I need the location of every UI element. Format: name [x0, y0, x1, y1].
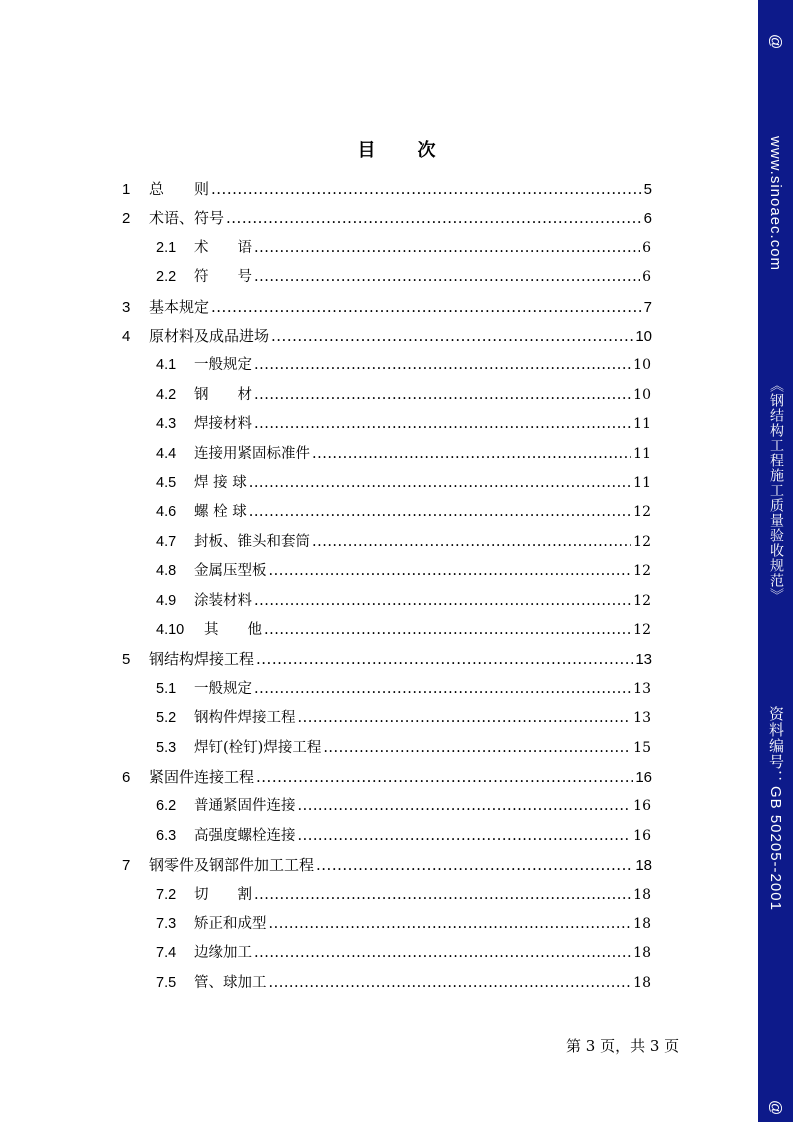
toc-dot-leader — [254, 587, 631, 616]
toc-entry-page: 11 — [633, 416, 651, 433]
toc-entry-number: 5.1 — [156, 680, 177, 697]
toc-entry-label: 高强度螺栓连接 — [194, 827, 296, 844]
toc-dot-leader — [254, 939, 631, 968]
toc-entry-number: 4.9 — [156, 592, 177, 609]
toc-entry-label: 其 他 — [204, 622, 262, 638]
toc-dot-leader — [256, 645, 633, 674]
toc-entry-page: 12 — [633, 592, 651, 609]
toc-entry-label: 基本规定 — [149, 297, 210, 316]
page-title — [0, 136, 793, 162]
toc-entry-label: 金属压型板 — [194, 563, 267, 580]
toc-entry-number: 6.3 — [156, 827, 177, 844]
toc-entry-number: 5.2 — [156, 710, 177, 727]
toc-entry[interactable] — [156, 557, 651, 586]
toc-entry[interactable] — [156, 969, 651, 998]
toc-entry-number: 4 — [122, 328, 131, 345]
toc-entry[interactable] — [156, 263, 651, 292]
toc-dot-leader — [254, 410, 631, 439]
toc-dot-leader — [312, 440, 631, 469]
toc-entry-page: 16 — [633, 827, 651, 844]
toc-entry-label: 一般规定 — [194, 357, 252, 374]
toc-entry-page: 11 — [633, 475, 651, 491]
toc-entry-label: 钢 材 — [194, 386, 252, 403]
toc-entry-page: 13 — [633, 710, 651, 727]
toc-entry[interactable] — [156, 498, 651, 527]
toc-entry-number: 3 — [122, 298, 131, 316]
toc-dot-leader — [269, 969, 632, 998]
title-part-2: 次 — [417, 140, 436, 161]
toc-entry-label: 焊接材料 — [194, 416, 252, 433]
toc-entry[interactable] — [122, 763, 652, 792]
toc-entry-page: 12 — [633, 533, 651, 550]
toc-entry-number: 4.6 — [156, 504, 177, 521]
toc-dot-leader — [254, 675, 631, 704]
toc-entry-number: 2.1 — [156, 239, 177, 256]
toc-entry-page: 15 — [633, 739, 651, 756]
toc-entry-page: 10 — [633, 357, 651, 374]
toc-entry[interactable] — [122, 204, 652, 233]
toc-entry-number: 2 — [122, 210, 131, 228]
document-code: 资料编号：GB 50205--2001 — [767, 706, 784, 911]
toc-entry[interactable] — [156, 822, 651, 851]
toc-dot-leader — [271, 322, 633, 351]
page-footer: 第 3 页，共 3 页 — [566, 1037, 680, 1055]
book-title: 《钢结构工程施工质量验收规范》 — [768, 378, 784, 603]
toc-entry[interactable] — [156, 440, 651, 469]
toc-entry-number: 7 — [122, 857, 131, 875]
toc-dot-leader — [264, 616, 631, 645]
toc-dot-leader — [269, 910, 632, 939]
toc-entry-label: 边缘加工 — [194, 945, 252, 962]
toc-entry-number: 4.4 — [156, 445, 177, 462]
toc-entry-label: 术语、符号 — [149, 209, 225, 228]
toc-entry-label: 连接用紧固标准件 — [194, 445, 310, 462]
toc-entry-number: 4.3 — [156, 416, 177, 433]
toc-entry-label: 钢结构焊接工程 — [149, 650, 255, 669]
toc-entry-label: 普通紧固件连接 — [194, 798, 296, 815]
toc-entry-label: 紧固件连接工程 — [149, 768, 255, 786]
toc-entry-number: 4.7 — [156, 533, 177, 550]
toc-entry[interactable] — [122, 322, 652, 351]
toc-entry[interactable] — [156, 381, 651, 410]
toc-entry-page: 5 — [643, 181, 652, 198]
toc-entry-number: 7.3 — [156, 916, 177, 932]
toc-entry-page: 6 — [642, 239, 651, 256]
toc-dot-leader — [312, 528, 631, 557]
toc-entry-page: 16 — [635, 769, 652, 786]
toc-entry[interactable] — [156, 410, 651, 439]
toc-entry-page: 11 — [633, 445, 651, 462]
toc-entry[interactable] — [122, 645, 652, 674]
toc-entry-page: 10 — [633, 386, 651, 403]
toc-dot-leader — [269, 557, 632, 586]
toc-entry[interactable] — [156, 734, 651, 763]
toc-entry-page: 12 — [633, 504, 651, 521]
toc-entry[interactable] — [122, 851, 652, 880]
toc-dot-leader — [211, 293, 642, 322]
toc-entry-page: 13 — [635, 651, 652, 669]
toc-entry-number: 7.4 — [156, 945, 177, 962]
toc-entry[interactable] — [122, 175, 652, 204]
toc-entry-label: 总 则 — [149, 180, 210, 198]
toc-dot-leader — [249, 498, 631, 527]
title-part-1: 目 — [357, 140, 376, 161]
toc-entry-number: 7.2 — [156, 886, 177, 903]
toc-dot-leader — [298, 822, 632, 851]
toc-entry-number: 4.2 — [156, 386, 177, 403]
toc-dot-leader — [211, 175, 642, 204]
toc-entry-label: 螺 栓 球 — [194, 504, 247, 521]
toc-entry-page: 12 — [633, 622, 651, 638]
toc-entry-label: 钢零件及钢部件加工工程 — [149, 856, 315, 875]
toc-entry-page: 10 — [635, 328, 652, 345]
toc-entry-number: 7.5 — [156, 974, 177, 991]
toc-entry-number: 6 — [122, 769, 131, 786]
toc-entry-label: 术 语 — [194, 239, 252, 256]
toc-entry-number: 2.2 — [156, 269, 177, 286]
toc-entry-label: 钢构件焊接工程 — [194, 710, 296, 727]
toc-entry[interactable] — [156, 469, 651, 498]
toc-entry[interactable] — [156, 351, 651, 380]
toc-entry-number: 4.5 — [156, 475, 177, 491]
toc-entry-label: 符 号 — [194, 269, 252, 286]
toc-dot-leader — [256, 763, 633, 792]
toc-entry[interactable] — [156, 910, 651, 939]
toc-entry[interactable] — [156, 792, 651, 821]
toc-dot-leader — [254, 234, 640, 263]
toc-entry-page: 18 — [633, 916, 651, 932]
at-sign-bottom: @ — [767, 1100, 784, 1116]
toc-entry[interactable] — [156, 616, 651, 645]
toc-entry[interactable] — [156, 939, 651, 968]
toc-entry-label: 矫正和成型 — [194, 916, 267, 932]
toc-entry-page: 18 — [633, 945, 651, 962]
toc-entry-page: 18 — [633, 974, 651, 991]
toc-entry-number: 4.1 — [156, 357, 177, 374]
toc-entry[interactable] — [122, 293, 652, 322]
toc-entry-page: 16 — [633, 798, 651, 815]
toc-entry[interactable] — [156, 234, 651, 263]
toc-entry-label: 封板、锥头和套筒 — [194, 533, 310, 550]
toc-dot-leader — [323, 734, 631, 763]
website-url: www.sinoaec.com — [767, 136, 784, 272]
toc-dot-leader — [254, 881, 631, 910]
toc-dot-leader — [298, 704, 632, 733]
toc-entry-label: 切 割 — [194, 886, 252, 903]
sidebar-banner — [758, 0, 793, 1122]
toc-dot-leader — [226, 204, 642, 233]
toc-entry-page: 18 — [633, 886, 651, 903]
toc-entry-page: 7 — [643, 298, 652, 316]
toc-entry[interactable] — [156, 881, 651, 910]
toc-entry-number: 5 — [122, 651, 131, 669]
toc-entry-page: 6 — [642, 269, 651, 286]
toc-entry-label: 管、球加工 — [194, 974, 267, 991]
toc-entry-label: 焊 接 球 — [194, 475, 247, 491]
toc-entry-page: 18 — [635, 857, 652, 875]
toc-entry[interactable] — [156, 587, 651, 616]
toc-entry[interactable] — [156, 528, 651, 557]
toc-entry[interactable] — [156, 675, 651, 704]
toc-entry-page: 12 — [633, 563, 651, 580]
toc-entry-label: 一般规定 — [194, 680, 252, 697]
toc-dot-leader — [254, 381, 631, 410]
toc-entry-page: 13 — [633, 680, 651, 697]
toc-entry-number: 4.10 — [156, 622, 185, 638]
toc-dot-leader — [298, 792, 632, 821]
toc-entry-label: 焊钉(栓钉)焊接工程 — [194, 739, 322, 756]
toc-entry-number: 5.3 — [156, 739, 177, 756]
toc-entry-number: 4.8 — [156, 563, 177, 580]
toc-dot-leader — [254, 263, 640, 292]
at-sign-top: @ — [767, 34, 784, 50]
toc-entry-number: 1 — [122, 181, 131, 198]
toc-dot-leader — [316, 851, 633, 880]
toc-entry-page: 6 — [643, 210, 652, 228]
toc-entry-number: 6.2 — [156, 798, 177, 815]
toc-entry-label: 原材料及成品进场 — [149, 327, 270, 345]
toc-entry[interactable] — [156, 704, 651, 733]
toc-dot-leader — [254, 351, 631, 380]
toc-entry-label: 涂装材料 — [194, 592, 252, 609]
toc-dot-leader — [249, 469, 631, 498]
